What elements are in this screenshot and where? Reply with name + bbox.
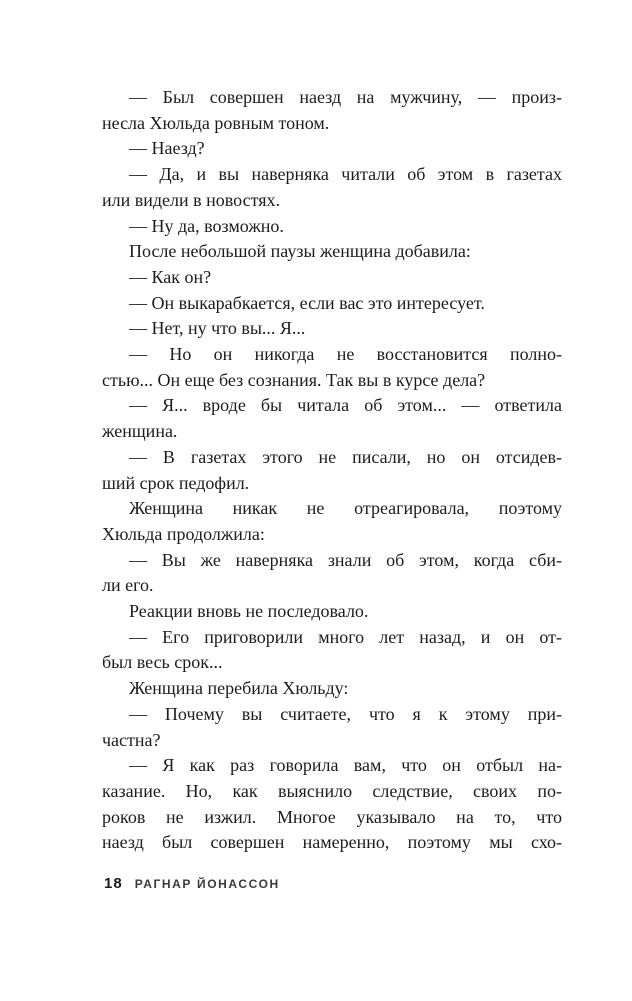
- paragraph: [102, 214, 562, 240]
- page-text: [102, 85, 562, 856]
- text-line: — В газетах этого не писали, но он отсидев-: [129, 446, 562, 467]
- text-line: был весь срок...: [102, 652, 223, 673]
- paragraph: [102, 753, 562, 856]
- text-line: — Но он никогда не восстановится полно-: [129, 344, 562, 365]
- author-name: РАГНАР ЙОНАССОН: [134, 877, 280, 891]
- paragraph: [102, 162, 562, 213]
- text-line: Женщина никак не отреагировала, поэтому: [129, 498, 562, 519]
- paragraph: [102, 316, 562, 342]
- text-line: частна?: [102, 729, 161, 750]
- text-line: — Ну да, возможно.: [129, 215, 284, 236]
- paragraph: [102, 342, 562, 393]
- paragraph: [102, 496, 562, 547]
- paragraph: [102, 85, 562, 136]
- text-line: — Его приговорили много лет назад, и он от-: [129, 626, 562, 647]
- paragraph: [102, 625, 562, 676]
- text-line: несла Хюльда ровным тоном.: [102, 112, 330, 133]
- text-line: — Был совершен наезд на мужчину, — произ-: [129, 87, 562, 107]
- paragraph: [102, 599, 562, 625]
- paragraph: [102, 445, 562, 496]
- text-line: роков не изжил. Многое указывало на то, что: [102, 806, 562, 827]
- text-line: ли его.: [102, 575, 154, 596]
- text-line: — Почему вы считаете, что я к этому при-: [129, 703, 562, 724]
- page-number: 18: [104, 875, 123, 892]
- text-line: — Я как раз говорила вам, что он отбыл на-: [129, 755, 562, 776]
- text-line: — Да, и вы наверняка читали об этом в газетах: [129, 164, 562, 185]
- text-line: ший срок педофил.: [102, 472, 250, 493]
- paragraph: [102, 239, 562, 265]
- text-line: стью... Он еще без сознания. Так вы в курсе дела?: [102, 369, 486, 390]
- text-line: наезд был совершен намеренно, поэтому мы схо-: [102, 832, 562, 853]
- paragraph: [102, 136, 562, 162]
- paragraph: [102, 291, 562, 317]
- paragraph: [102, 265, 562, 291]
- paragraph: [102, 702, 562, 753]
- text-line: — Вы же наверняка знали об этом, когда сби-: [129, 549, 562, 570]
- text-line: — Он выкарабкается, если вас это интересует.: [129, 292, 485, 313]
- text-line: Хюльда продолжила:: [102, 523, 265, 544]
- text-line: — Я... вроде бы читала об этом... — ответила: [129, 395, 562, 416]
- text-line: — Наезд?: [129, 138, 205, 159]
- text-line: казание. Но, как выяснило следствие, своих по-: [102, 780, 562, 801]
- text-line: — Как он?: [129, 266, 212, 287]
- paragraph: [102, 393, 562, 444]
- text-line: женщина.: [102, 421, 178, 442]
- text-line: Женщина перебила Хюльду:: [129, 678, 349, 699]
- text-line: После небольшой паузы женщина добавила:: [129, 241, 471, 262]
- paragraph: [102, 548, 562, 599]
- text-line: — Нет, ну что вы... Я...: [129, 318, 306, 339]
- text-line: или видели в новостях.: [102, 189, 280, 210]
- page-footer: [104, 875, 280, 892]
- paragraph: [102, 676, 562, 702]
- text-line: Реакции вновь не последовало.: [129, 601, 369, 622]
